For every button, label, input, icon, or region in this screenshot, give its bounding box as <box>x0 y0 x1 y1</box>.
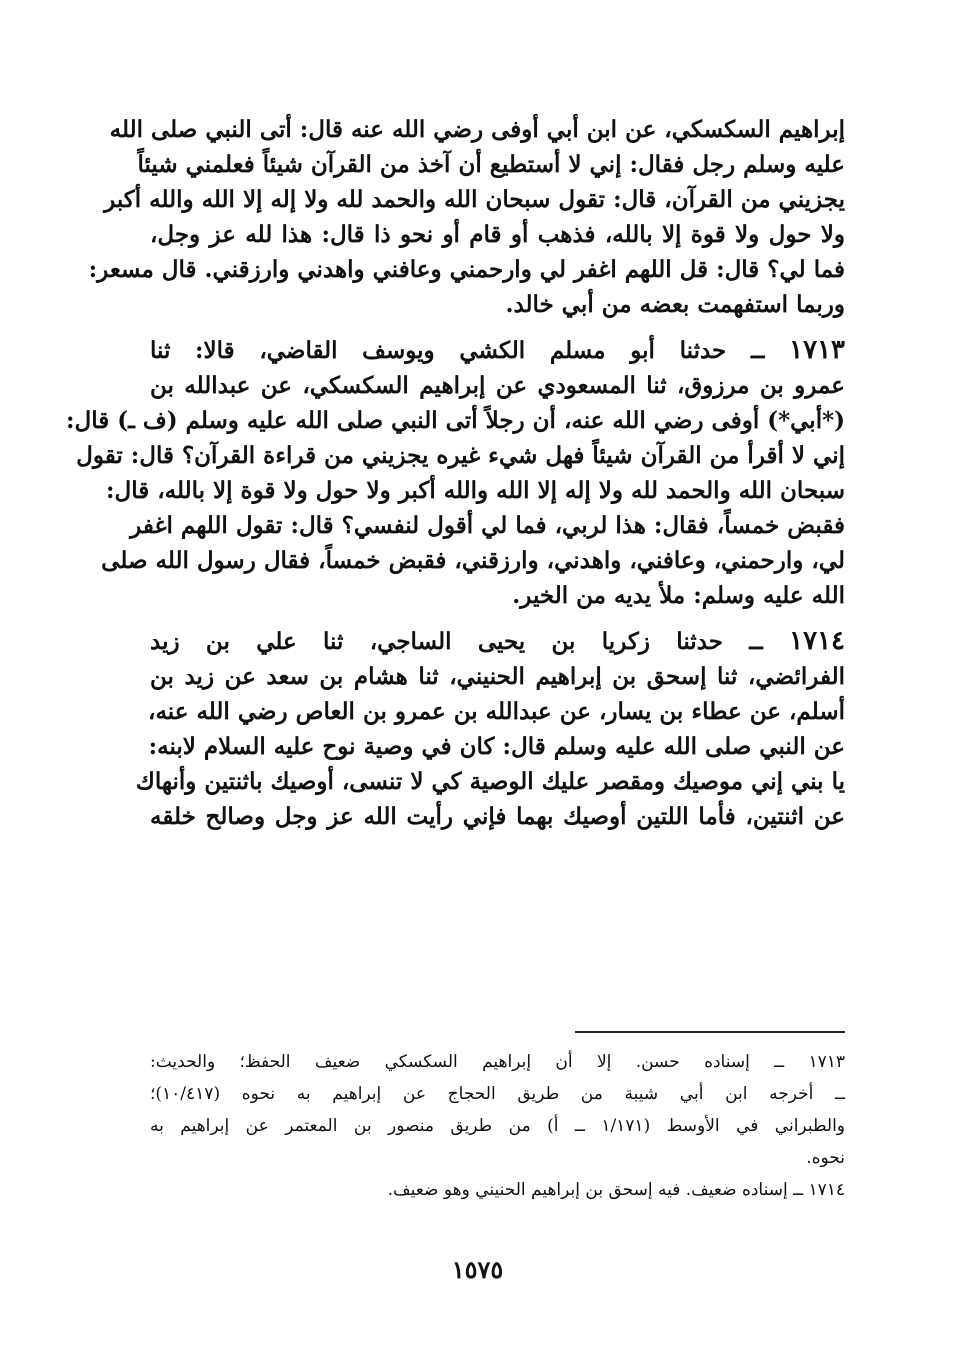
footnote-line: والطبراني في الأوسط (١/١٧١ ــ أ) من طريق منصور بن المعتمر عن إبراهيم به <box>150 1116 846 1136</box>
text-line: إني لا أقرأ من القرآن شيئاً فهل شيء غيره يجزيني من قراءة القرآن؟ قال: تقول <box>76 442 845 469</box>
text-line: عليه وسلم رجل فقال: إني لا أستطيع أن آخذ من القرآن شيئاً فعلمني شيئاً <box>137 151 845 178</box>
text-line: الله عليه وسلم: ملأ يديه من الخير. <box>512 582 845 609</box>
footnotes <box>150 1046 845 1206</box>
text-line: وربما استفهمت بعضه من أبي خالد. <box>505 291 845 318</box>
hadith-text: ــ حدثنا أبو مسلم الكشي ويوسف القاضي، قالا: ثنا <box>150 337 765 364</box>
text-line: يجزيني من القرآن، قال: تقول سبحان الله والحمد لله ولا إله إلا الله والله أكبر <box>104 186 845 213</box>
footnote-line: نحوه. <box>806 1148 845 1168</box>
text-line: الفرائضي، ثنا إسحق بن إبراهيم الحنيني، ثنا هشام بن سعد عن زيد بن <box>150 663 845 690</box>
footnote-line: ــ أخرجه ابن أبي شيبة من طريق الحجاج عن إبراهيم به نحوه (١٠/٤١٧)؛ <box>150 1084 845 1104</box>
text-line: عن النبي صلى الله عليه وسلم قال: كان في وصية نوح عليه السلام لابنه: <box>148 733 845 760</box>
text-line <box>150 624 845 659</box>
text-line: ولا حول ولا قوة إلا بالله، فذهب أو قام أو نحو ذا قال: هذا لله عز وجل، <box>150 221 845 248</box>
hadith-text: ــ حدثنا زكريا بن يحيى الساجي، ثنا علي بن زيد <box>150 628 763 655</box>
footnote-line: ١٧١٤ ــ إسناده ضعيف. فيه إسحق بن إبراهيم الحنيني وهو ضعيف. <box>387 1180 845 1200</box>
text-line: أسلم، عن عطاء بن يسار، عن عبدالله بن عمرو بن العاص رضي الله عنه، <box>148 698 845 725</box>
text-line: عن اثنتين، فأما اللتين أوصيك بهما فإني رأيت الله عز وجل وصالح خلقه <box>150 803 845 830</box>
text-line: لي، وارحمني، وعافني، واهدني، وارزقني، فقبض خمساً، فقال رسول الله صلى <box>101 547 845 574</box>
text-line <box>150 333 845 368</box>
hadith-number: ١٧١٤ <box>789 626 845 656</box>
footnote-divider <box>575 1031 845 1033</box>
text-line: عمرو بن مرزوق، ثنا المسعودي عن إبراهيم السكسكي، عن عبدالله بن <box>150 372 845 399</box>
text-line: فما لي؟ قال: قل اللهم اغفر لي وارحمني وعافني واهدني وارزقني. قال مسعر: <box>88 256 845 283</box>
page-number: ١٥٧٥ <box>451 1255 504 1284</box>
text-line: (*أبي*) أوفى رضي الله عنه، أن رجلاً أتى النبي صلى الله عليه وسلم (ف ـ) قال: <box>66 407 845 434</box>
text-line: سبحان الله والحمد لله ولا إله إلا الله والله أكبر ولا حول ولا قوة إلا بالله، قال: <box>106 477 845 504</box>
hadith-number: ١٧١٣ <box>789 335 845 365</box>
text-line: فقبض خمساً، فقال: هذا لربي، فما لي أقول لنفسي؟ قال: تقول اللهم اغفر <box>130 512 845 539</box>
main-text <box>66 112 845 834</box>
footnote-line: ١٧١٣ ــ إسناده حسن. إلا أن إبراهيم السكسكي ضعيف الحفظ؛ والحديث: <box>150 1052 845 1072</box>
text-line: إبراهيم السكسكي، عن ابن أبي أوفى رضي الله عنه قال: أتى النبي صلى الله <box>109 116 845 143</box>
text-line: يا بني إني موصيك ومقصر عليك الوصية كي لا تنسى، أوصيك باثنتين وأنهاك <box>135 768 845 795</box>
